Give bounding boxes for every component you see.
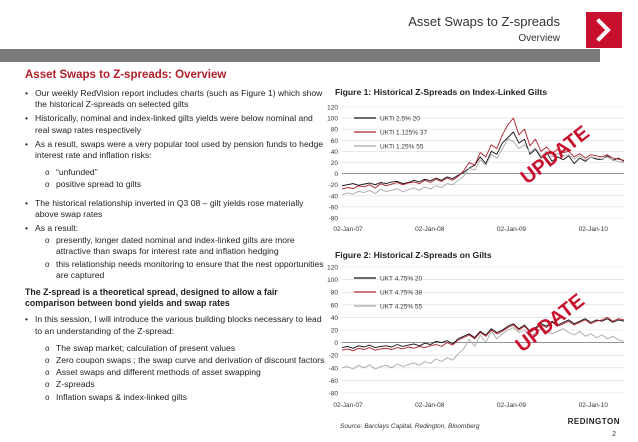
y-tick-label: 0: [334, 171, 338, 179]
chevron-right-icon: [586, 12, 622, 48]
bullet: • The historical relationship inverted in Q3 08 – gilt yields rose materially above swap rates: [25, 198, 325, 220]
sub-bullet: o positive spread to gilts: [45, 179, 325, 190]
section-title: Asset Swaps to Z-spreads: Overview: [25, 69, 227, 81]
emphasis-text: The Z-spread is a theoretical spread, designed to allow a fair comparison between bond yields and swap rates: [25, 287, 278, 309]
x-tick-label: 02-Jan-07: [333, 402, 363, 409]
y-tick-label: 120: [327, 264, 338, 272]
x-tick-label: 02-Jan-09: [496, 226, 527, 233]
legend-label: UKTi 1.25% 55: [380, 143, 424, 151]
y-tick-label: -60: [328, 204, 338, 212]
sub-bullet: o Zero coupon swaps ; the swap curve and derivation of discount factors: [45, 355, 325, 366]
legend-label: UKTi 2.5% 20: [380, 115, 420, 123]
legend-label: UKT 4.25% 55: [380, 303, 423, 311]
figure1-title: Figure 1: Historical Z-Spreads on Index-Linked Gilts: [335, 87, 548, 97]
bullet: • Our weekly RedVision report includes charts (such as Figure 1) which show the historical Z-spreads on selected gilts: [25, 88, 325, 110]
x-tick-label: 02-Jan-07: [333, 226, 363, 233]
x-tick-label: 02-Jan-10: [578, 402, 608, 409]
sub-bullet: o Z-spreads: [45, 379, 325, 390]
bullet: • Historically, nominal and index-linked gilts yields were below nominal and real swap rates respectively: [25, 113, 325, 135]
y-tick-label: 40: [330, 148, 338, 156]
bullet: • As a result, swaps were a very popular tool used by pension funds to hedge interest rate and inflation risks:: [25, 139, 325, 161]
x-tick-label: 02-Jan-08: [415, 402, 445, 409]
figure2-title: Figure 2: Historical Z-Spreads on Gilts: [335, 250, 492, 260]
update-stamp: UPDATE: [511, 289, 589, 357]
header-bar: [0, 49, 600, 62]
y-tick-label: 20: [330, 160, 338, 167]
brand-logo: REDINGTON: [567, 417, 620, 426]
y-tick-label: 20: [330, 327, 338, 335]
sub-bullet: o Inflation swaps & index-linked gilts: [45, 392, 325, 403]
y-tick-label: 120: [327, 104, 338, 112]
x-tick-label: 02-Jan-09: [496, 402, 527, 409]
figure1-chart: [314, 100, 628, 240]
y-tick-label: -40: [328, 365, 338, 373]
y-tick-label: 60: [330, 302, 338, 310]
y-tick-label: 60: [330, 137, 338, 145]
legend-label: UKT 4.75% 20: [380, 275, 423, 283]
update-stamp: UPDATE: [516, 121, 594, 189]
x-tick-label: 02-Jan-08: [415, 226, 445, 233]
y-tick-label: 100: [327, 277, 338, 285]
page-subtitle: Overview: [518, 33, 560, 44]
sub-bullet: o presently, longer dated nominal and index-linked gilts are more attractive than swaps for interest rate and inflation hedging: [45, 235, 325, 257]
bullet: • As a result:: [25, 223, 325, 234]
y-tick-label: 0: [334, 340, 338, 348]
y-tick-label: 40: [330, 314, 338, 322]
sub-bullet: o “unfunded”: [45, 167, 325, 178]
y-tick-label: 80: [330, 289, 338, 297]
page-title: Asset Swaps to Z-spreads: [408, 14, 560, 29]
legend-label: UKTi 1.125% 37: [380, 129, 428, 137]
y-tick-label: -80: [328, 390, 338, 398]
bullet: • In this session, I will introduce the various building blocks necessary to lead to an understanding of the Z-spread:: [25, 314, 325, 336]
page-number: 2: [612, 431, 616, 438]
y-tick-label: 80: [330, 126, 338, 134]
y-tick-label: -20: [328, 182, 338, 190]
figure2-chart: [314, 263, 628, 415]
y-tick-label: -20: [328, 352, 338, 360]
content-list: [25, 88, 325, 404]
legend-label: UKT 4.75% 38: [380, 289, 423, 297]
y-tick-label: -40: [328, 193, 338, 201]
y-tick-label: 100: [327, 115, 338, 123]
sub-bullet: o The swap market; calculation of present values: [45, 343, 325, 354]
source-note: Source: Barclays Capital, Redington, Bloomberg: [340, 423, 480, 430]
y-tick-label: -60: [328, 377, 338, 385]
x-tick-label: 02-Jan-10: [578, 226, 608, 233]
sub-bullet: o Asset swaps and different methods of asset swapping: [45, 367, 325, 378]
y-tick-label: -80: [328, 215, 338, 223]
sub-bullet: o this relationship needs monitoring to ensure that the nest opportunities are captured: [45, 259, 325, 281]
